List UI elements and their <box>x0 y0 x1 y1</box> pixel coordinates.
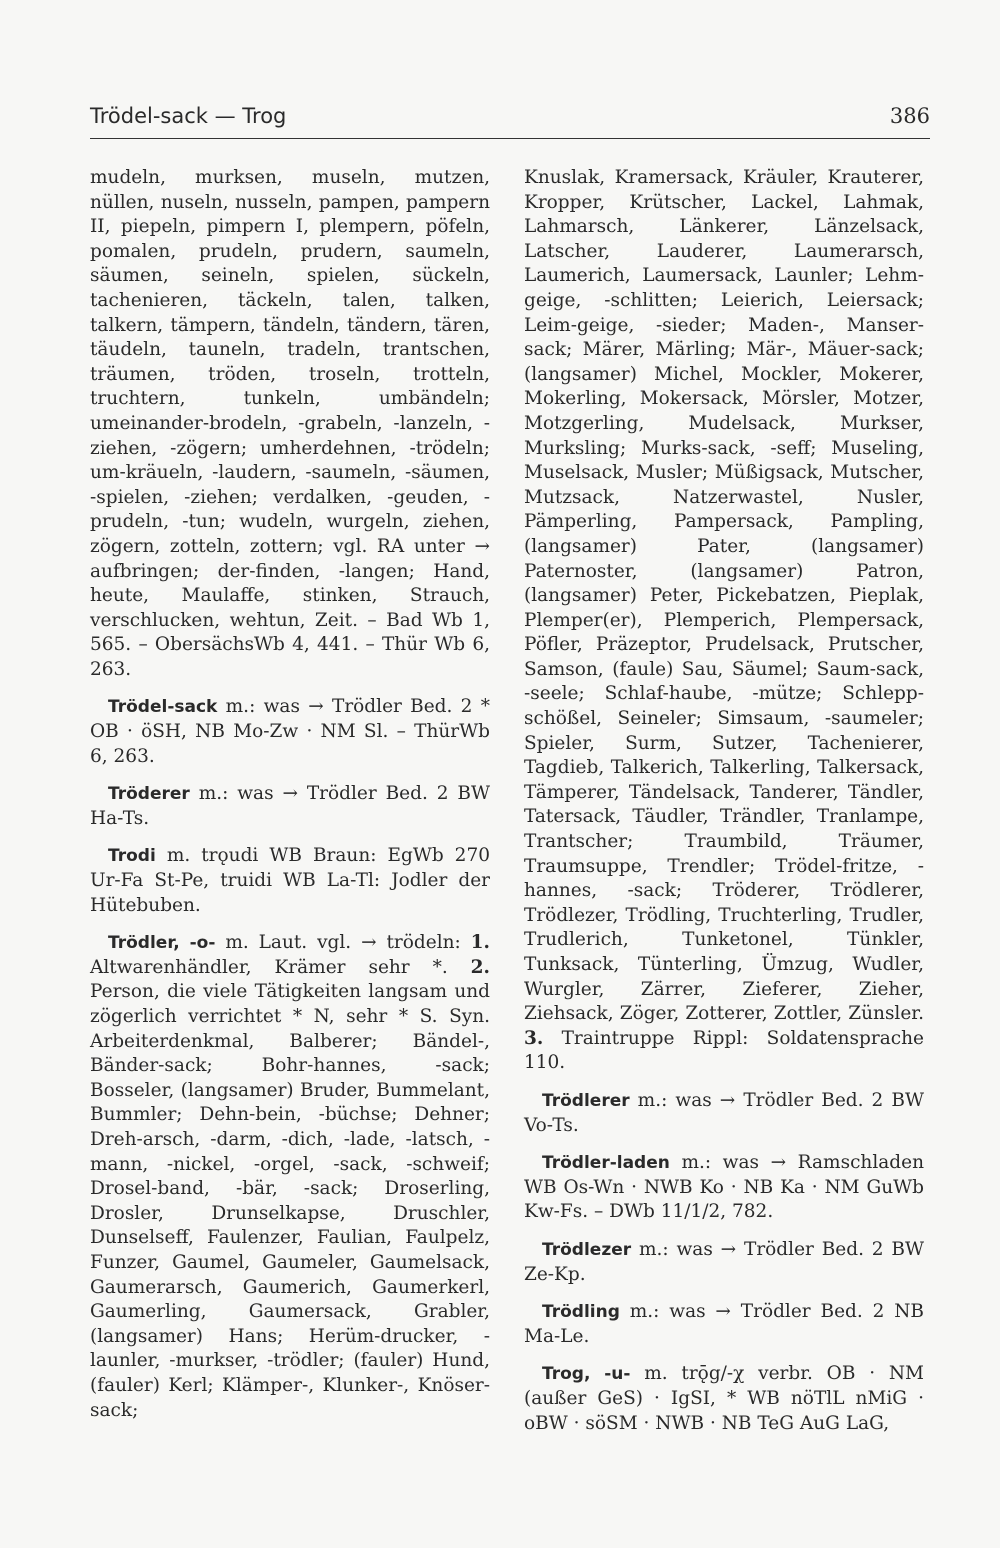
left-column <box>90 166 490 1423</box>
sense-text: Person, die viele Tätigkeiten langsam und zögerlich verrichtet * N, sehr * S. Syn. Arbeiterdenkmal, Balberer; Bändel-, Bänder-sack; Bohr-hannes, -sack; Bosseler, (langsamer) Bruder, Bummelant, Bummler; Dehn-bein, -büchse; Dehner; Dreh-arsch, -darm, -dich, -lade, -latsch, -mann, -nickel, -orgel, -sack, -schweif; Drosel-band, -bär, -sack; Droserling, Drosler, Drunselkapse, Druschler, Dunselseff, Faulenzer, Faulian, Faulpelz, Funzer, Gaumel, Gaumeler, Gaumelsack, Gaumerarsch, Gaumerich, Gaumerkerl, Gaumerling, Gaumersack, Grabler, (langsamer) Hans; Herüm-drucker, -launler, -murkser, -trödler; (fauler) Hund, (fauler) Kerl; Klämper-, Klunker-, Knöser-sack; <box>90 981 490 1421</box>
dictionary-entry <box>524 1300 924 1349</box>
entry-body: m.: was → Trödler Bed. 2 NB Ma-Le. <box>524 1301 924 1347</box>
entry-headword: Trödlezer <box>542 1239 632 1260</box>
sense-number: 1. <box>470 932 490 954</box>
entry-body: m. trǭg/-χ verbr. OB · NM (außer GeS) · IgSI, * WB nöTlL nMiG · oBW · söSM · NWB · NB TeG AuG LaG, <box>524 1363 924 1434</box>
right-column <box>524 166 924 1436</box>
dictionary-entry <box>90 695 490 769</box>
entry-body: m. trǫudi WB Braun: EgWb 270 Ur-Fa St-Pe, truidi WB La-Tl: Jodler der Hütebuben. <box>90 845 490 916</box>
dictionary-entry <box>524 1151 924 1225</box>
dictionary-entry <box>524 1238 924 1287</box>
dictionary-entry <box>90 782 490 831</box>
running-title: Trödel-sack — Trog <box>90 104 287 128</box>
dictionary-entry <box>524 1089 924 1138</box>
dictionary-entry <box>90 844 490 918</box>
entry-body: m.: was → Trödler Bed. 2 BW Ha-Ts. <box>90 783 490 829</box>
entry-headword: Trödling <box>542 1302 620 1323</box>
sense-text: Traintruppe Rippl: Soldatensprache 110. <box>524 1027 924 1074</box>
entry-intro: m. Laut. vgl. → trödeln: <box>225 932 461 954</box>
entry-headword: Trodi <box>108 846 156 867</box>
dictionary-entry <box>524 1362 924 1436</box>
continuation-text: mudeln, murksen, museln, mutzen, nüllen, nuseln, nusseln, pampen, pampern II, piepeln, pimpern I, plempern, pöfeln, pomalen, prudeln, prudern, saumeln, säumen, seineln, spielen, sückeln, tachenieren, täckeln, talen, talken, talkern, tämpern, tändeln, tändern, tären, täudeln, tauneln, tradeln, trantschen, träumen, tröden, troseln, trotteln, truchtern, tunkeln, umbändeln; umeinander-brodeln, -grabeln, -lanzeln, -ziehen, -zögern; umherdehnen, -trödeln; um-kräueln, -laudern, -saumeln, -säumen, -spielen, -ziehen; verdalken, -geuden, -prudeln, -tun; wudeln, wurgeln, ziehen, zögern, zotteln, zottern; vgl. RA unter → aufbringen; der-finden, -langen; Hand, heute, Maulaffe, stinken, Strauch, verschlucken, wehtun, Zeit. – Bad Wb 1, 565. – ObersächsWb 4, 441. – Thür Wb 6, 263. <box>90 167 490 680</box>
entry-headword: Trog, -u- <box>542 1364 631 1385</box>
sense-number: 3. <box>524 1027 544 1049</box>
entry-headword: Trödler-laden <box>542 1153 670 1174</box>
synonym-list: Knuslak, Kramersack, Kräuler, Krauterer, Kropper, Krütscher, Lackel, Lahmak, Lahmarsch, Länkerer, Länzelsack, Latscher, Lauderer, Laumerarsch, Laumerich, Laumersack, Launler; Lehm-geige, -schlitten; Leierich, Leiersack; Leim-geige, -sieder; Maden-, Manser-sack; Märer, Märling; Mär-, Mäuer-sack; (langsamer) Michel, Mockler, Mokerer, Mokerling, Mokersack, Mörsler, Motzer, Motzgerling, Mudelsack, Murkser, Murksling; Murks-sack, -seff; Museling, Muselsack, Musler; Müßigsack, Mutscher, Mutzsack, Natzerwastel, Nusler, Pämperling, Pampersack, Pampling, (langsamer) Pater, (langsamer) Paternoster, (langsamer) Patron, (langsamer) Peter, Pickebatzen, Pieplak, Plemper(er), Plemperich, Plempersack, Pöfler, Präzeptor, Prudelsack, Prutscher, Samson, (faule) Sau, Säumel; Saum-sack, -seele; Schlaf-haube, -mütze; Schlepp-schößel, Seineler; Simsaum, -saumeler; Spieler, Surm, Sutzer, Tachenierer, Tagdieb, Talkerich, Talkerling, Talkersack, Tämperer, Tändelsack, Tanderer, Tändler, Tatersack, Täudler, Trändler, Tranlampe, Trantscher; Traumbild, Träumer, Traumsuppe, Trendler; Trödel-fritze, -hannes, -sack; Tröderer, Trödlerer, Trödlezer, Trödling, Truchterling, Trudler, Trudlerich, Tunketonel, Tünkler, Tunksack, Tünterling, Ümzug, Wudler, Wurgler, Zärrer, Zieferer, Zieher, Ziehsack, Zöger, Zotterer, Zottler, Zünsler. <box>524 167 924 1025</box>
entry-headword: Trödel-sack <box>108 697 218 718</box>
sense-number: 2. <box>470 956 490 978</box>
page-number: 386 <box>889 104 930 128</box>
entry-body: m.: was → Ramschladen WB Os-Wn · NWB Ko · NB Ka · NM GuWb Kw-Fs. – DWb 11/1/2, 782. <box>524 1152 924 1223</box>
entry-headword: Trödlerer <box>542 1090 630 1111</box>
entry-body: m.: was → Trödler Bed. 2 * OB · öSH, NB Mo-Zw · NM Sl. – ThürWb 6, 263. <box>90 696 490 767</box>
entry-body: m.: was → Trödler Bed. 2 BW Ze-Kp. <box>524 1238 924 1285</box>
continuation-text <box>524 166 924 1076</box>
sense-text: Altwarenhändler, Krämer sehr *. <box>90 956 448 978</box>
entry-headword: Trödler, -o- <box>108 933 216 954</box>
entry-body: m.: was → Trödler Bed. 2 BW Vo-Ts. <box>524 1089 924 1136</box>
running-header <box>90 104 930 139</box>
entry-headword: Tröderer <box>108 784 190 805</box>
dictionary-entry-troedler <box>90 931 490 1423</box>
